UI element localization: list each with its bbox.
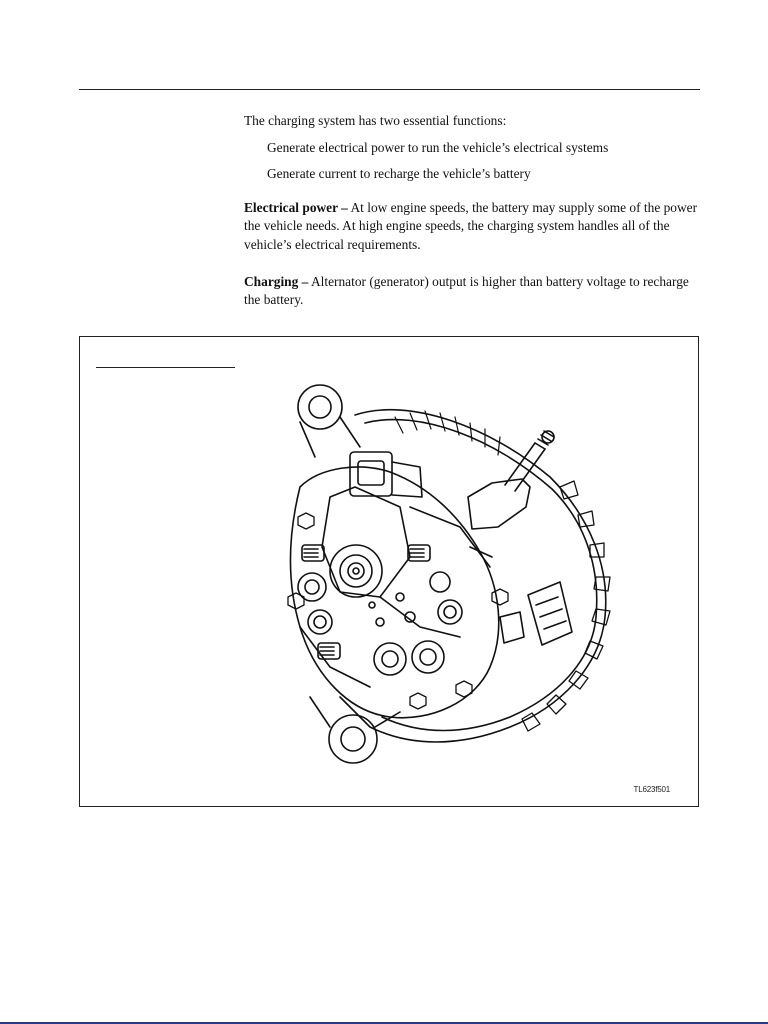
function-item: Generate current to recharge the vehicle’s battery [267,166,531,182]
body-text [244,112,704,310]
figure-frame [79,336,699,807]
figure-id: TL623f501 [633,785,670,794]
function-item: Generate electrical power to run the vehicle’s electrical systems [267,139,609,155]
paragraph-term: Charging – [244,273,309,289]
header-rule [79,89,700,90]
intro-text: The charging system has two essential functions: [244,113,507,128]
electrical-power-paragraph [244,199,704,255]
paragraph-term: Electrical power – [244,199,348,215]
charging-paragraph [244,273,704,310]
caption-rule [96,367,235,368]
paragraph-body: Alternator (generator) output is higher than battery voltage to recharge the battery. [244,273,689,308]
paragraph-body: At low engine speeds, the battery may supply some of the power the vehicle needs. At high engine speeds, the charging system handles all of the vehicle’s electrical requirements. [244,199,698,252]
alternator-illustration [260,367,640,787]
